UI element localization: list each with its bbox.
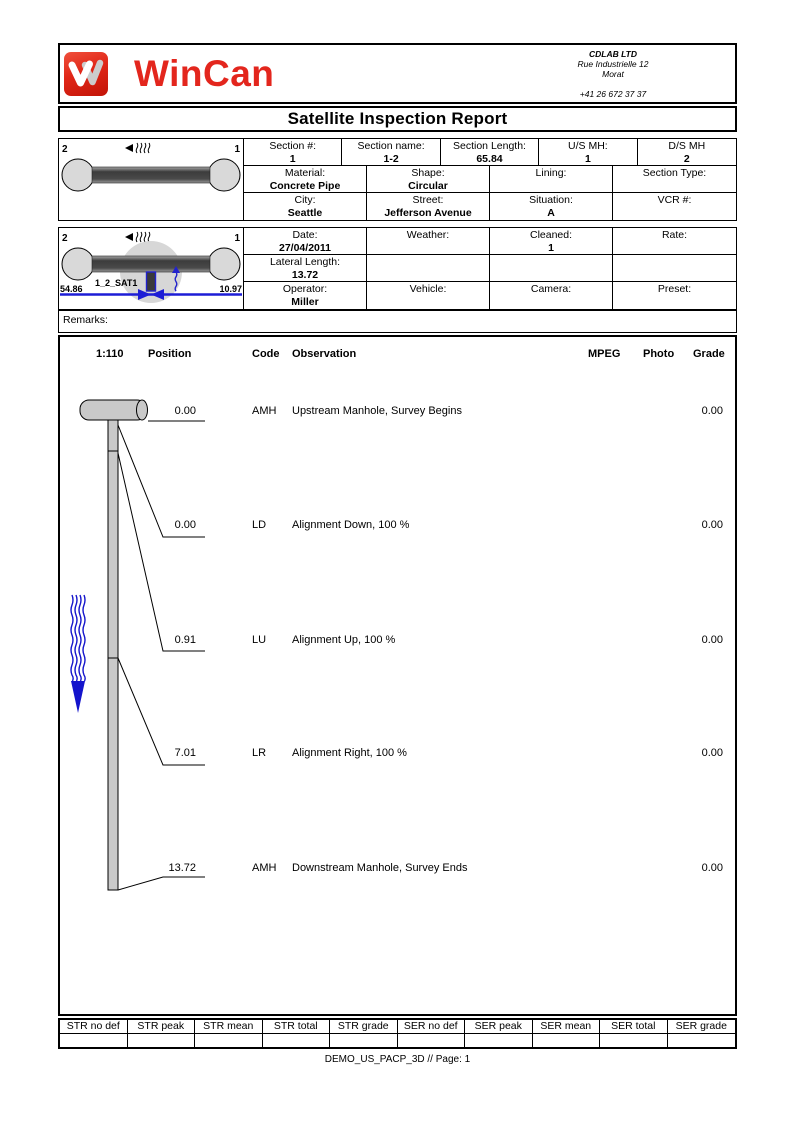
section-type-cell: Section Type: bbox=[613, 166, 736, 193]
col-grade: Grade bbox=[693, 348, 725, 360]
summary-col: SER peak bbox=[465, 1020, 533, 1034]
section-pipe-diagram bbox=[58, 138, 244, 221]
company-phone: +41 26 672 37 37 bbox=[579, 88, 647, 99]
company-name: CDLAB LTD bbox=[589, 48, 637, 59]
summary-value bbox=[398, 1034, 466, 1047]
downstream-manhole-number: 1 bbox=[234, 144, 240, 155]
manhole-icon bbox=[62, 248, 94, 280]
section-number-cell: Section #: 1 bbox=[244, 139, 342, 166]
summary-value bbox=[60, 1034, 128, 1047]
vcr-cell: VCR #: bbox=[657, 194, 692, 206]
summary-col: STR no def bbox=[60, 1020, 128, 1034]
manhole-icon bbox=[208, 159, 240, 191]
weather-cell: Weather: bbox=[367, 228, 490, 255]
summary-col: STR mean bbox=[195, 1020, 263, 1034]
section-length-cell: Section Length: 65.84 bbox=[441, 139, 539, 166]
material-cell: Material: Concrete Pipe bbox=[244, 166, 367, 193]
empty-cell bbox=[367, 255, 490, 282]
observation-text: Alignment Down, 100 % bbox=[292, 519, 410, 531]
company-address-line2: Morat bbox=[602, 68, 624, 79]
remarks-field: Remarks: bbox=[58, 310, 737, 333]
summary-value bbox=[668, 1034, 736, 1047]
section-name-cell: Section name: 1-2 bbox=[342, 139, 440, 166]
downstream-manhole-number: 1 bbox=[234, 233, 240, 244]
summary-value bbox=[263, 1034, 331, 1047]
page-title: Satellite Inspection Report bbox=[58, 106, 737, 132]
cleaned-cell: Cleaned: 1 bbox=[490, 228, 613, 255]
summary-values-row bbox=[60, 1034, 735, 1047]
pipe-schematic-icon bbox=[59, 139, 243, 220]
summary-value bbox=[330, 1034, 398, 1047]
observation-grade: 0.00 bbox=[701, 519, 723, 531]
col-observation: Observation bbox=[292, 348, 357, 360]
inspection-info-row bbox=[58, 227, 737, 310]
observation-code: AMH bbox=[252, 405, 277, 417]
empty-cell bbox=[490, 255, 613, 282]
summary-value bbox=[195, 1034, 263, 1047]
right-length-label: 10.97 bbox=[219, 284, 242, 294]
upstream-manhole-number: 2 bbox=[62, 144, 68, 155]
summary-col: SER total bbox=[600, 1020, 668, 1034]
pipe-section bbox=[92, 167, 210, 183]
upstream-manhole-number: 2 bbox=[62, 233, 68, 244]
rate-cell: Rate: bbox=[613, 228, 736, 255]
leader-lines bbox=[118, 421, 205, 890]
pipe-graph-icon bbox=[60, 337, 735, 1014]
observation-text: Alignment Up, 100 % bbox=[292, 634, 396, 646]
summary-col: STR peak bbox=[128, 1020, 196, 1034]
us-mh-cell: U/S MH: 1 bbox=[539, 139, 637, 166]
summary-header-row bbox=[60, 1020, 735, 1034]
summary-value bbox=[533, 1034, 601, 1047]
observation-grade: 0.00 bbox=[701, 405, 723, 417]
summary-col: SER grade bbox=[668, 1020, 736, 1034]
lateral-pipe-diagram bbox=[58, 227, 244, 310]
summary-value bbox=[128, 1034, 196, 1047]
summary-col: STR grade bbox=[330, 1020, 398, 1034]
col-code: Code bbox=[252, 348, 280, 360]
flow-down-arrow-icon bbox=[71, 595, 85, 713]
observation-position: 0.00 bbox=[174, 405, 196, 417]
vehicle-cell: Vehicle: bbox=[367, 282, 490, 309]
col-mpeg: MPEG bbox=[588, 348, 621, 360]
lining-cell: Lining: bbox=[490, 166, 613, 193]
observation-position: 7.01 bbox=[174, 747, 196, 759]
street-cell: Street: Jefferson Avenue bbox=[367, 193, 490, 220]
operator-cell: Operator: Miller bbox=[244, 282, 367, 309]
manhole-icon bbox=[62, 159, 94, 191]
summary-value bbox=[600, 1034, 668, 1047]
observation-text: Upstream Manhole, Survey Begins bbox=[292, 405, 462, 417]
observation-position: 0.91 bbox=[174, 634, 196, 646]
shape-cell: Shape: Circular bbox=[367, 166, 490, 193]
observation-text: Downstream Manhole, Survey Ends bbox=[292, 862, 468, 874]
observation-position: 0.00 bbox=[174, 519, 196, 531]
manhole-icon bbox=[208, 248, 240, 280]
lateral-length-cell: Lateral Length: 13.72 bbox=[244, 255, 367, 282]
situation-cell: Situation: A bbox=[490, 193, 613, 220]
observation-text: Alignment Right, 100 % bbox=[292, 747, 407, 759]
left-length-label: 54.86 bbox=[60, 284, 83, 294]
section-info-row bbox=[58, 138, 737, 221]
observation-code: LD bbox=[252, 519, 267, 531]
col-position: Position bbox=[148, 348, 192, 360]
report-header bbox=[58, 43, 737, 104]
summary-col: SER no def bbox=[398, 1020, 466, 1034]
preset-cell: Preset: bbox=[657, 283, 692, 295]
section-info-table bbox=[244, 138, 737, 221]
lateral-pipe bbox=[147, 272, 156, 291]
wincan-logo-icon bbox=[64, 52, 108, 96]
col-photo: Photo bbox=[643, 348, 675, 360]
observation-code: LU bbox=[252, 634, 267, 646]
company-info bbox=[513, 49, 713, 99]
flow-direction-arrow-icon bbox=[125, 232, 150, 242]
empty-cell bbox=[613, 255, 736, 282]
observation-position: 13.72 bbox=[168, 862, 196, 874]
grade-summary-table bbox=[58, 1018, 737, 1049]
lateral-schematic-icon bbox=[59, 228, 243, 309]
lateral-name-label: 1_2_SAT1 bbox=[95, 278, 138, 288]
page-footer-text: DEMO_US_PACP_3D // Page: 1 bbox=[324, 1054, 471, 1065]
pipe-bar bbox=[108, 420, 118, 890]
observation-code: AMH bbox=[252, 862, 277, 874]
brand-wordmark: WinCan bbox=[134, 52, 275, 94]
observation-grade: 0.00 bbox=[701, 862, 723, 874]
pipe-section bbox=[92, 256, 210, 272]
summary-col: STR total bbox=[263, 1020, 331, 1034]
observation-grade: 0.00 bbox=[701, 747, 723, 759]
city-cell: City: Seattle bbox=[244, 193, 367, 220]
wincan-logo bbox=[60, 52, 513, 96]
summary-col: SER mean bbox=[533, 1020, 601, 1034]
observation-grade: 0.00 bbox=[701, 634, 723, 646]
date-cell: Date: 27/04/2011 bbox=[244, 228, 367, 255]
observations-panel bbox=[58, 335, 737, 1016]
ds-mh-cell: D/S MH 2 bbox=[638, 139, 736, 166]
inspection-info-table bbox=[244, 227, 737, 310]
camera-cell: Camera: bbox=[490, 282, 613, 309]
observation-code: LR bbox=[252, 747, 267, 759]
scale-label: 1:110 bbox=[96, 348, 124, 360]
company-address-line1: Rue Industrielle 12 bbox=[577, 58, 649, 69]
flow-direction-arrow-icon bbox=[125, 143, 150, 153]
summary-value bbox=[465, 1034, 533, 1047]
